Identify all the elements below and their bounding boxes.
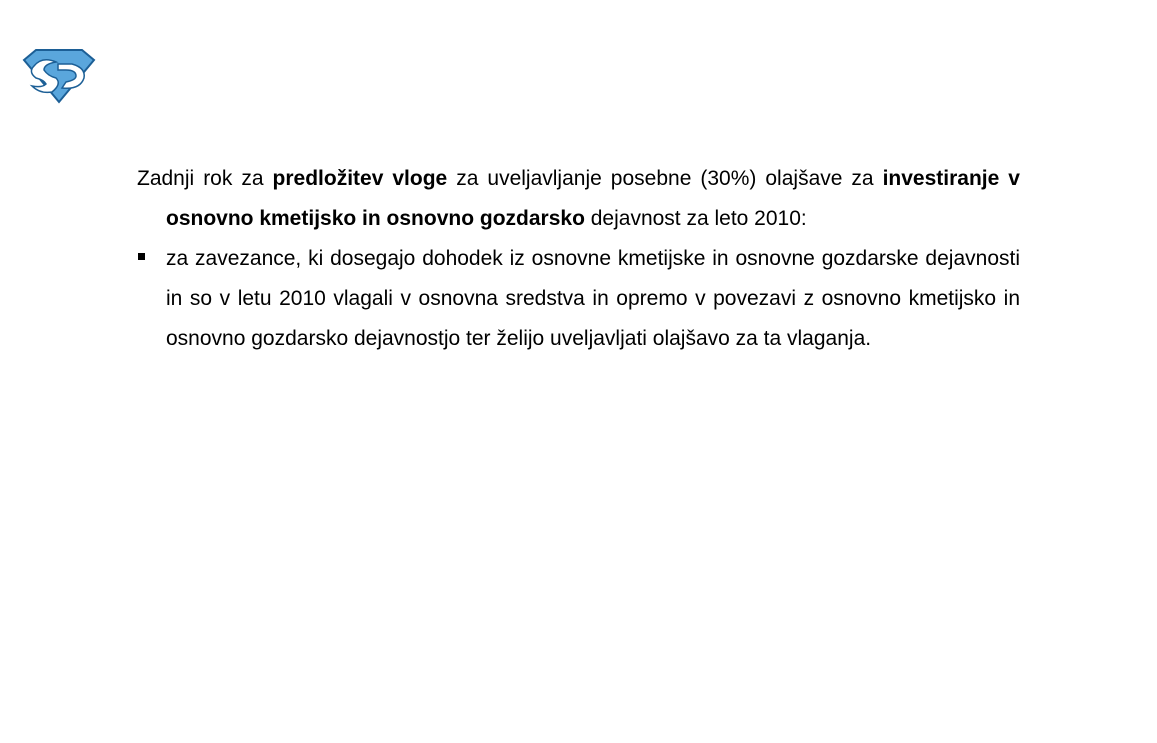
intro-text-3: dejavnost za leto 2010: [584, 207, 807, 230]
intro-paragraph [137, 159, 1020, 239]
intro-text-2: za uveljavljanje posebne (30%) olajšave za [447, 167, 883, 190]
main-content [137, 159, 1020, 359]
logo [22, 48, 96, 104]
list-item [137, 239, 1020, 359]
bullet-square-icon [138, 253, 145, 260]
bullet-text: za zavezance, ki dosegajo dohodek iz osnovne kmetijske in osnovne gozdarske dejavnosti in so v letu 2010 vlagali v osnovna sredstva in opremo v povezavi z osnovno kmetijsko in osnovno gozdarsko dejavnostjo ter želijo uveljavljati olajšavo za ta vlaganja. [166, 247, 1020, 350]
intro-text-1: Zadnji rok za [137, 167, 273, 190]
sd-shield-logo-icon [22, 48, 96, 104]
intro-bold-2: investiranje v osnovno kmetijsko in osnovno gozdarsko [166, 167, 1020, 230]
intro-bold-1: predložitev vloge [272, 167, 448, 190]
